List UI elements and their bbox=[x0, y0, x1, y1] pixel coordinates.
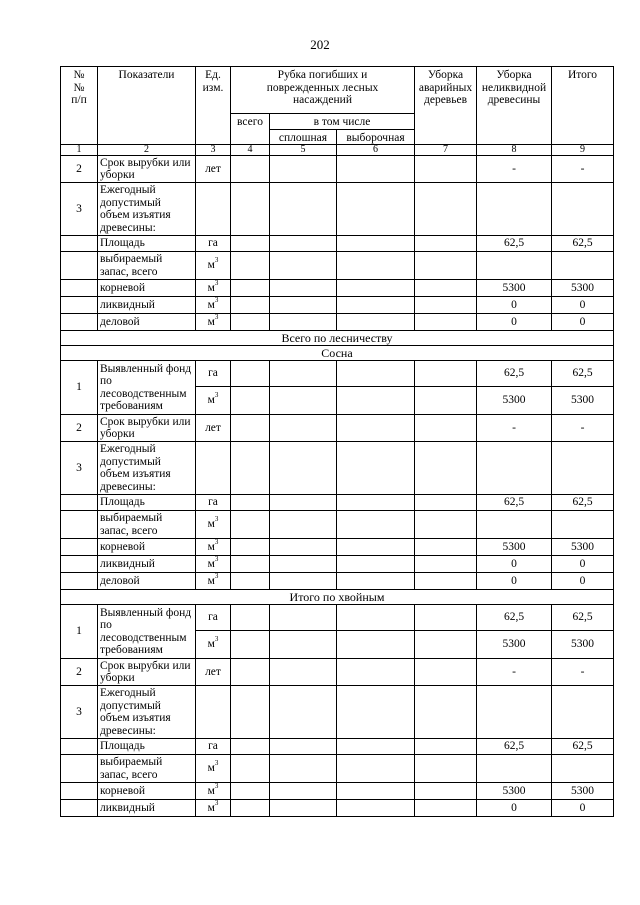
indicator-label: Ежегодный допустимый объем изъятия древесины: bbox=[98, 183, 196, 236]
section-title-pine: Сосна bbox=[61, 346, 614, 361]
indicator-label: корневой bbox=[98, 280, 196, 297]
value-cell: 0 bbox=[477, 573, 552, 590]
header-grand-total: Итого bbox=[552, 67, 614, 145]
indicator-label: выбираемый запас, всего bbox=[98, 511, 196, 539]
table-row bbox=[61, 659, 614, 686]
indicator-label: Площадь bbox=[98, 236, 196, 252]
indicator-label: ликвидный bbox=[98, 556, 196, 573]
column-number: 7 bbox=[415, 145, 477, 156]
value-cell: 62,5 bbox=[477, 236, 552, 252]
indicator-label: Срок вырубки или уборки bbox=[98, 156, 196, 183]
header-solid: сплошная bbox=[270, 129, 337, 145]
unit-cell: $м^3$ bbox=[196, 631, 231, 659]
header-including: в том числе bbox=[270, 114, 415, 130]
unit-cell: $м^3$ bbox=[196, 252, 231, 280]
indicator-label: ликвидный bbox=[98, 297, 196, 314]
row-number: 1 bbox=[61, 361, 98, 415]
row-number: 1 bbox=[61, 605, 98, 659]
table-row bbox=[61, 511, 614, 539]
indicator-label: выбираемый запас, всего bbox=[98, 252, 196, 280]
value-cell: 0 bbox=[477, 297, 552, 314]
table-row bbox=[61, 573, 614, 590]
indicator-label: Срок вырубки или уборки bbox=[98, 659, 196, 686]
header-emergency: Уборка аварийных деревьев bbox=[415, 67, 477, 145]
row-number: 3 bbox=[61, 442, 98, 495]
indicator-label: корневой bbox=[98, 783, 196, 800]
unit-cell: $м^3$ bbox=[196, 280, 231, 297]
row-number: 2 bbox=[61, 659, 98, 686]
page-number: 202 bbox=[310, 37, 330, 52]
section-row bbox=[61, 346, 614, 361]
value-cell: 0 bbox=[552, 556, 614, 573]
unit-cell: лет bbox=[196, 415, 231, 442]
indicator-label: Выявленный фонд по лесоводственным требованиям bbox=[98, 605, 196, 659]
value-cell: 0 bbox=[552, 314, 614, 331]
table-row bbox=[61, 236, 614, 252]
header-felling: Рубка погибших и поврежденных лесных насаждений bbox=[231, 67, 415, 114]
row-number: 2 bbox=[61, 415, 98, 442]
unit-cell: $м^3$ bbox=[196, 573, 231, 590]
felling-table bbox=[60, 66, 614, 817]
value-cell: - bbox=[477, 415, 552, 442]
value-cell: - bbox=[477, 156, 552, 183]
value-cell: 5300 bbox=[477, 631, 552, 659]
table-row bbox=[61, 539, 614, 556]
header-indicators: Показатели bbox=[98, 67, 196, 145]
column-number: 5 bbox=[270, 145, 337, 156]
header-num: № № п/п bbox=[61, 67, 98, 145]
value-cell: 5300 bbox=[552, 539, 614, 556]
column-number: 2 bbox=[98, 145, 196, 156]
table-row bbox=[61, 556, 614, 573]
indicator-label: корневой bbox=[98, 539, 196, 556]
table-row bbox=[61, 739, 614, 755]
header-selective: выборочная bbox=[337, 129, 415, 145]
row-number: 3 bbox=[61, 686, 98, 739]
column-number: 4 bbox=[231, 145, 270, 156]
indicator-label: деловой bbox=[98, 314, 196, 331]
value-cell: 62,5 bbox=[552, 361, 614, 387]
value-cell: 5300 bbox=[552, 783, 614, 800]
table-row bbox=[61, 783, 614, 800]
table-row bbox=[61, 280, 614, 297]
unit-cell: $м^3$ bbox=[196, 297, 231, 314]
unit-cell: га bbox=[196, 605, 231, 631]
value-cell: 5300 bbox=[552, 631, 614, 659]
value-cell: 5300 bbox=[477, 783, 552, 800]
unit-cell: $м^3$ bbox=[196, 539, 231, 556]
table-row bbox=[61, 495, 614, 511]
table-row bbox=[61, 755, 614, 783]
row-number: 2 bbox=[61, 156, 98, 183]
value-cell: - bbox=[552, 156, 614, 183]
unit-cell: $м^3$ bbox=[196, 755, 231, 783]
value-cell: 0 bbox=[477, 314, 552, 331]
unit-cell: га bbox=[196, 739, 231, 755]
unit-cell: лет bbox=[196, 659, 231, 686]
table-row bbox=[61, 800, 614, 817]
column-number: 1 bbox=[61, 145, 98, 156]
table-row bbox=[61, 252, 614, 280]
header-illiquid: Уборка неликвидной древесины bbox=[477, 67, 552, 145]
indicator-label: Ежегодный допустимый объем изъятия древесины: bbox=[98, 442, 196, 495]
indicator-label: Ежегодный допустимый объем изъятия древесины: bbox=[98, 686, 196, 739]
column-number: 6 bbox=[337, 145, 415, 156]
column-number: 9 bbox=[552, 145, 614, 156]
value-cell: 0 bbox=[552, 297, 614, 314]
table-row bbox=[61, 415, 614, 442]
unit-cell: $м^3$ bbox=[196, 800, 231, 817]
section-row bbox=[61, 331, 614, 346]
value-cell: 62,5 bbox=[552, 495, 614, 511]
value-cell: 62,5 bbox=[477, 495, 552, 511]
unit-cell: га bbox=[196, 495, 231, 511]
unit-cell: $м^3$ bbox=[196, 314, 231, 331]
indicator-label: Площадь bbox=[98, 739, 196, 755]
value-cell: 62,5 bbox=[477, 739, 552, 755]
table-row bbox=[61, 183, 614, 236]
value-cell: 62,5 bbox=[552, 236, 614, 252]
table-row bbox=[61, 442, 614, 495]
value-cell: 5300 bbox=[477, 387, 552, 415]
value-cell: 62,5 bbox=[477, 605, 552, 631]
column-number: 3 bbox=[196, 145, 231, 156]
indicator-label: Выявленный фонд по лесоводственным требованиям bbox=[98, 361, 196, 415]
value-cell: 62,5 bbox=[477, 361, 552, 387]
section-title-forestry: Всего по лесничеству bbox=[61, 331, 614, 346]
value-cell: 62,5 bbox=[552, 739, 614, 755]
header-unit: Ед. изм. bbox=[196, 67, 231, 145]
unit-cell: $м^3$ bbox=[196, 783, 231, 800]
unit-cell: лет bbox=[196, 156, 231, 183]
table-row bbox=[61, 156, 614, 183]
table-row bbox=[61, 686, 614, 739]
value-cell: 5300 bbox=[552, 280, 614, 297]
table-row bbox=[61, 361, 614, 387]
table-row bbox=[61, 297, 614, 314]
value-cell: 0 bbox=[477, 556, 552, 573]
value-cell: 0 bbox=[477, 800, 552, 817]
value-cell: 0 bbox=[552, 573, 614, 590]
section-title-conifer: Итого по хвойным bbox=[61, 590, 614, 605]
indicator-label: ликвидный bbox=[98, 800, 196, 817]
value-cell: - bbox=[552, 659, 614, 686]
value-cell: 62,5 bbox=[552, 605, 614, 631]
unit-cell: га bbox=[196, 236, 231, 252]
section-row bbox=[61, 590, 614, 605]
value-cell: - bbox=[477, 659, 552, 686]
value-cell: 5300 bbox=[477, 539, 552, 556]
column-number: 8 bbox=[477, 145, 552, 156]
value-cell: 5300 bbox=[552, 387, 614, 415]
header-total: всего bbox=[231, 114, 270, 145]
value-cell: 5300 bbox=[477, 280, 552, 297]
unit-cell: га bbox=[196, 361, 231, 387]
unit-cell: $м^3$ bbox=[196, 387, 231, 415]
indicator-label: выбираемый запас, всего bbox=[98, 755, 196, 783]
table-row bbox=[61, 314, 614, 331]
value-cell: - bbox=[552, 415, 614, 442]
value-cell: 0 bbox=[552, 800, 614, 817]
indicator-label: Срок вырубки или уборки bbox=[98, 415, 196, 442]
indicator-label: деловой bbox=[98, 573, 196, 590]
column-number-row bbox=[61, 145, 614, 156]
unit-cell: $м^3$ bbox=[196, 556, 231, 573]
table-row bbox=[61, 605, 614, 631]
row-number: 3 bbox=[61, 183, 98, 236]
indicator-label: Площадь bbox=[98, 495, 196, 511]
unit-cell: $м^3$ bbox=[196, 511, 231, 539]
